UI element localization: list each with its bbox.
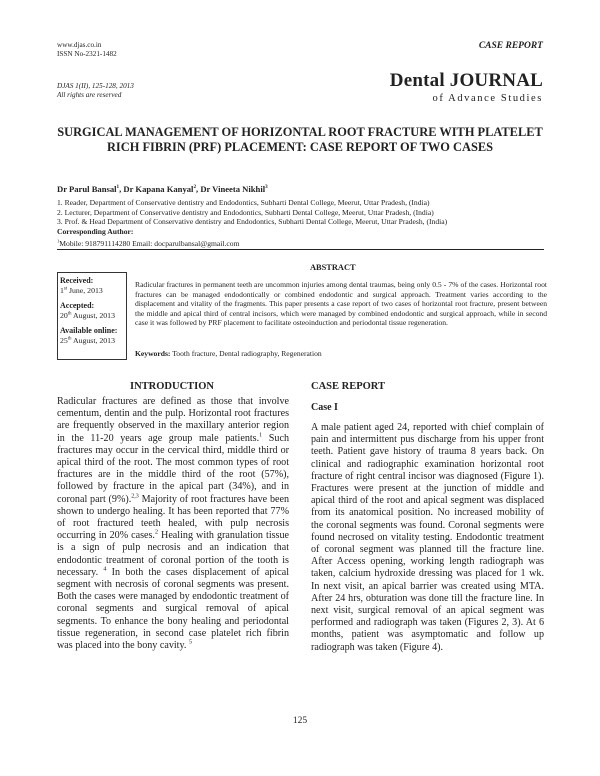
article-dates-box: [57, 272, 127, 360]
keywords: [135, 349, 322, 358]
author-1: Dr Parul Bansal: [57, 184, 117, 194]
case-report-heading: CASE REPORT: [311, 381, 386, 392]
article-title: SURGICAL MANAGEMENT OF HORIZONTAL ROOT FRACTURE WITH PLATELET RICH FIBRIN (PRF) PLACEMENT: CASE REPORT OF TWO CASES: [57, 125, 543, 154]
affiliation-3: 3. Prof. & Head Department of Conservative dentistry and Endodontics, Subharti Dental College, Meerut, Uttar Pradesh, (India): [57, 217, 448, 227]
author-2: Dr Kapana Kanyal: [123, 184, 194, 194]
citation-info: [57, 82, 134, 100]
abstract-heading: ABSTRACT: [310, 263, 356, 272]
citation-text: DJAS 1(II), 125-128, 2013: [57, 82, 134, 90]
accepted-date: 20th August, 2013: [60, 310, 115, 320]
keywords-label: Keywords:: [135, 349, 171, 358]
introduction-text: Radicular fractures are defined as those that involve cementum, dentin and the pulp. Horizontal root fractures are frequently observed in the maxillary anterior region in the 11-20 years age group male patients.$^1$ Such fractures may occur in the cervical third, middle third or apical third of the root. The most common types of root fractures are in the middle third of the root (57%), followed by fracture in the apical part (34%), and in coronal part (9%).$^{2,3}$ Majority of root fractures have been shown to undergo healing. It has been reported that 77% of root fractured teeth healed, with pulp necrosis occurring in 20% cases.$^2$ Healing with granulation tissue is a sign of pulp necrosis and an indication that endodontic treatment of coronal portion of the tooth is necessary. $^4$ In both the cases displacement of apical segment with necrosis of coronal segments was present. Both the cases were managed by endodontic treatment of coronal segments and surgical removal of apical segments. To enhance the bony healing and periodontal tissue regeneration, in second case platelet rich fibrin was placed into the bony cavity. $^5$: [57, 396, 290, 652]
case-1-heading: Case I: [311, 402, 338, 413]
corresponding-author-label: Corresponding Author:: [57, 226, 134, 236]
online-label: Available online:: [60, 326, 118, 335]
contact-text: Mobile: 918791114280 Email: docparulbansal@gmail.com: [59, 239, 240, 248]
journal-title: Dental JOURNAL: [389, 70, 543, 91]
page-number: 125: [292, 716, 308, 726]
keywords-text: Tooth fracture, Dental radiography, Regeneration: [172, 349, 322, 358]
online-date: 25th August, 2013: [60, 335, 115, 345]
abstract-text: Radicular fractures in permanent teeth are uncommon injuries among dental traumas, being only 0.5 - 7% of the cases. Horizontal root fractures can be managed endodontically or combined endodontic and surgical approach. Treatment varies according to the displacement and vitality of the fragments. This paper presents a case report of two cases of horizontal root fracture, present between the middle and apical third of central incisors, which were managed by combined endodontic and surgical approach, while in second case it was followed by PRF placement to facilitate osteoinduction and periodontal tissue regeneration.: [135, 280, 547, 328]
website-text: www.djas.co.in: [57, 41, 102, 49]
issn-text: ISSN No-2321-1482: [57, 50, 117, 58]
affiliation-1: 1. Reader, Department of Conservative dentistry and Endodontics, Subharti Dental College, Meerut, Uttar Pradesh, (India): [57, 198, 430, 207]
journal-info: [57, 41, 117, 59]
received-label: Received:: [60, 276, 94, 285]
author-list: Dr Parul Bansal$^1$, Dr Kapana Kanyal$^2$, Dr Vineeta Nikhil$^3$: [57, 184, 268, 194]
received-date: 1st June, 2013: [60, 285, 103, 295]
rights-text: All rights are reserved: [57, 91, 122, 99]
journal-subtitle: of Advance Studies: [432, 93, 543, 104]
contact-info: $^1$Mobile: 918791114280 Email: docparulbansal@gmail.com: [57, 239, 544, 250]
case-1-text: A male patient aged 24, reported with chief complain of pain and intermittent pus discharge from his upper front teeth. Patient gave history of trauma 8 years back. On clinical and radiographic examination horizontal root fracture of right central incisor was diagnosed (Figure 1). Fractures were present at the junction of middle and apical third of the root and apical segment was displaced from its anatomical position. No increased mobility of the coronal segments was found. Coronal segments were found necrosed on vitality testing. Endodontic treatment of coronal segment was planned till the fracture line. After Access opening, working length radiograph was taken, calcium hydroxide dressing was placed for 1 wk. In next visit, an apical barrier was created using MTA. After 24 hrs, obturation was done till the fracture line. In next visit, surgical removal of an apical segment was performed and radiograph was taken (Figures 2, 3). At 6 months, patient was asymptomatic and follow up radiograph was taken (Figure 4).: [311, 422, 544, 653]
affiliation-2: 2. Lecturer, Department of Conservative dentistry and Endodontics, Subharti Dental College, Meerut, Uttar Pradesh, (India): [57, 207, 434, 217]
section-label: CASE REPORT: [478, 41, 543, 51]
accepted-label: Accepted:: [60, 301, 95, 310]
affiliations: [57, 198, 547, 236]
author-3: Dr Vineeta Nikhil: [200, 184, 266, 194]
introduction-heading: INTRODUCTION: [129, 381, 214, 392]
